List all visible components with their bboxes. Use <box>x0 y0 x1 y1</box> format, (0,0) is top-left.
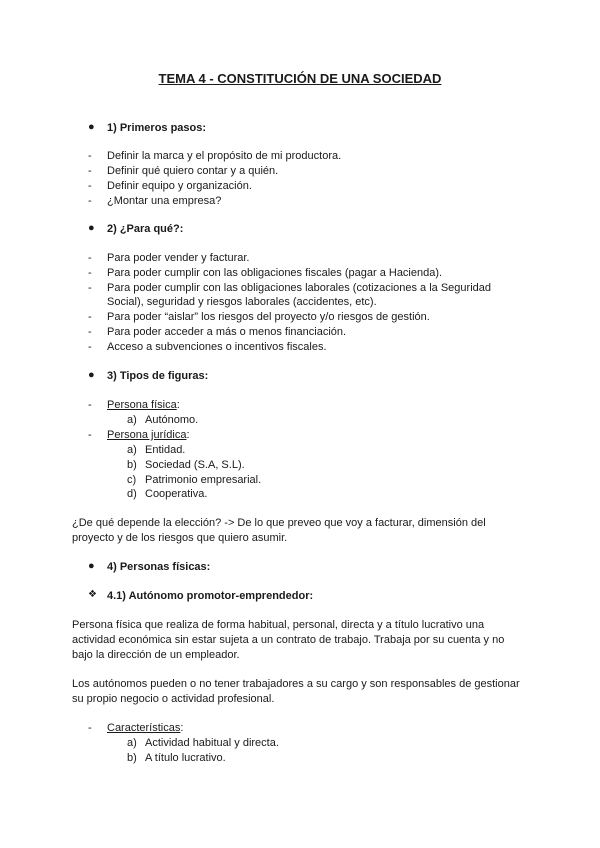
section-2-heading: 2) ¿Para qué?: <box>107 223 184 235</box>
persona-fisica-label <box>107 399 180 412</box>
letter-marker: b) <box>127 752 137 764</box>
dash-marker: - <box>88 252 92 264</box>
letter-marker: a) <box>127 444 137 456</box>
diamond-bullet-icon: ❖ <box>88 589 97 600</box>
list-item: Definir la marca y el propósito de mi productora. <box>107 150 342 162</box>
dash-marker: - <box>88 722 92 734</box>
paragraph-line: Persona física que realiza de forma habitual, personal, directa y a título lucrativo una <box>72 619 485 631</box>
persona-juridica-label <box>107 429 190 442</box>
paragraph-line: Los autónomos pueden o no tener trabajadores a su cargo y son responsables de gestionar <box>72 678 520 690</box>
dash-marker: - <box>88 326 92 338</box>
colon: : <box>186 429 190 441</box>
dash-marker: - <box>88 165 92 177</box>
colon: : <box>176 399 180 411</box>
list-item: Para poder cumplir con las obligaciones fiscales (pagar a Hacienda). <box>107 267 443 279</box>
dash-marker: - <box>88 150 92 162</box>
caracteristicas-label <box>107 722 183 735</box>
list-item: Sociedad (S.A, S.L). <box>145 459 245 471</box>
paragraph-line: su propio negocio o actividad profesional. <box>72 693 275 705</box>
section-1-heading: 1) Primeros pasos: <box>107 122 207 134</box>
dash-marker: - <box>88 341 92 353</box>
list-item-continuation: Social), seguridad y riesgos laborales (accidentes, etc). <box>107 296 377 308</box>
paragraph-line: bajo la dirección de un empleador. <box>72 649 240 661</box>
list-item: Para poder cumplir con las obligaciones laborales (cotizaciones a la Seguridad <box>107 282 491 294</box>
list-item: Entidad. <box>145 444 186 456</box>
persona-juridica-text: Persona jurídica <box>107 429 187 441</box>
bullet-icon: ● <box>88 369 95 381</box>
list-item: Patrimonio empresarial. <box>145 474 262 486</box>
list-item: A título lucrativo. <box>145 752 226 764</box>
letter-marker: a) <box>127 414 137 426</box>
list-item: Autónomo. <box>145 414 199 426</box>
section-3-heading: 3) Tipos de figuras: <box>107 370 209 382</box>
letter-marker: c) <box>127 474 137 486</box>
colon: : <box>180 722 184 734</box>
persona-fisica-text: Persona física <box>107 399 177 411</box>
letter-marker: d) <box>127 488 137 500</box>
paragraph-line: proyecto y de los riesgos que quiero asumir. <box>72 532 288 544</box>
section-4-heading: 4) Personas físicas: <box>107 561 211 573</box>
dash-marker: - <box>88 180 92 192</box>
list-item: Acceso a subvenciones o incentivos fiscales. <box>107 341 327 353</box>
page-title: TEMA 4 - CONSTITUCIÓN DE UNA SOCIEDAD <box>158 71 442 86</box>
letter-marker: a) <box>127 737 137 749</box>
dash-marker: - <box>88 282 92 294</box>
letter-marker: b) <box>127 459 137 471</box>
dash-marker: - <box>88 399 92 411</box>
dash-marker: - <box>88 267 92 279</box>
bullet-icon: ● <box>88 560 95 572</box>
paragraph-line: actividad económica sin estar sujeta a un contrato de trabajo. Trabaja por su cuenta y no <box>72 634 505 646</box>
list-item: Definir qué quiero contar y a quién. <box>107 165 279 177</box>
list-item: ¿Montar una empresa? <box>107 195 222 207</box>
bullet-icon: ● <box>88 222 95 234</box>
caracteristicas-text: Características <box>107 722 181 734</box>
dash-marker: - <box>88 311 92 323</box>
list-item: Para poder vender y facturar. <box>107 252 250 264</box>
list-item: Definir equipo y organización. <box>107 180 252 192</box>
subsection-heading: 4.1) Autónomo promotor-emprendedor: <box>107 590 314 602</box>
list-item: Para poder “aislar” los riesgos del proyecto y/o riesgos de gestión. <box>107 311 430 323</box>
dash-marker: - <box>88 195 92 207</box>
paragraph-line: ¿De qué depende la elección? -> De lo que preveo que voy a facturar, dimensión del <box>72 517 486 529</box>
list-item: Actividad habitual y directa. <box>145 737 279 749</box>
dash-marker: - <box>88 429 92 441</box>
bullet-icon: ● <box>88 121 95 133</box>
list-item: Cooperativa. <box>145 488 208 500</box>
list-item: Para poder acceder a más o menos financiación. <box>107 326 347 338</box>
